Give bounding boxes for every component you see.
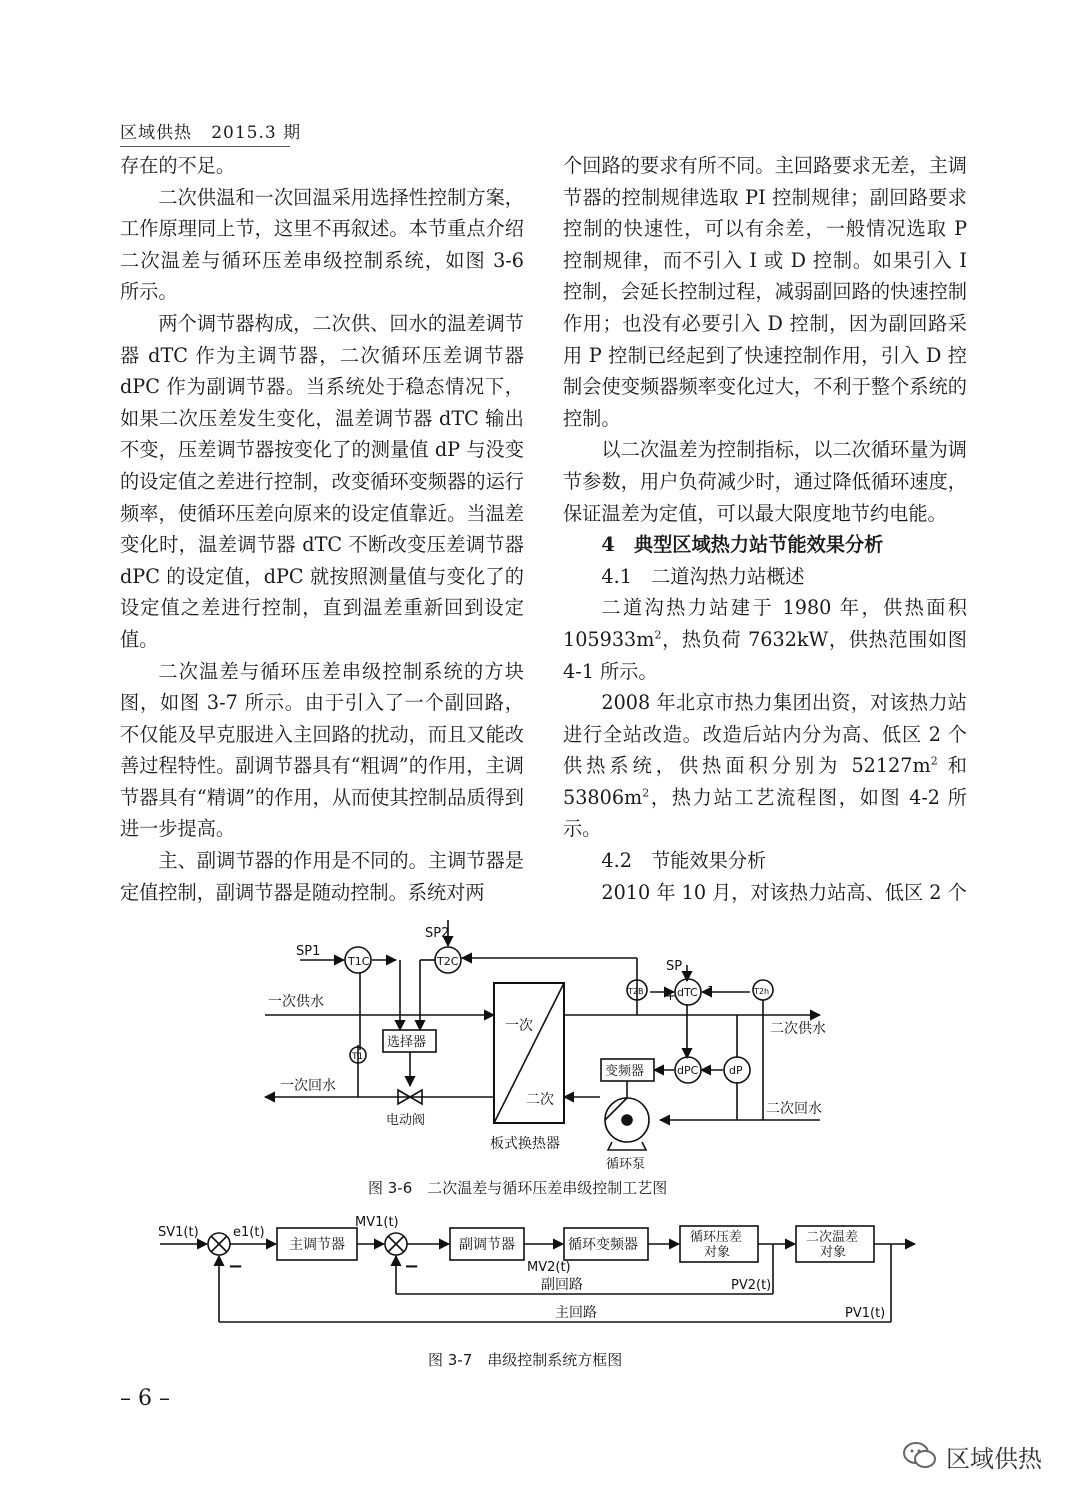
issue-number: 2015.3 期	[211, 123, 302, 143]
pv2-label: PV2(t)	[731, 1278, 772, 1293]
dp-label: dP	[729, 1064, 743, 1077]
subsection-heading: 4.1 二道沟热力站概述	[601, 564, 805, 588]
hx-secondary-label: 二次	[526, 1092, 554, 1108]
selector-label: 选择器	[387, 1035, 427, 1050]
running-header	[120, 118, 963, 143]
paragraph: 主、副调节器的作用是不同的。主调节器是定值控制，副调节器是随动控制。系统对两	[120, 849, 524, 904]
primary-supply-label: 一次供水	[268, 994, 324, 1010]
figure-3-7-caption: 图 3-7 串级控制系统方框图	[428, 1351, 623, 1369]
sp2-label: SP2	[425, 926, 450, 941]
subsection-heading: 4.2 节能效果分析	[601, 849, 767, 873]
sp1-label: SP1	[296, 944, 321, 959]
t2c-label: T2C	[437, 955, 459, 968]
wechat-icon	[902, 1441, 938, 1471]
pv1-label: PV1(t)	[845, 1306, 886, 1321]
mv1-label: MV1(t)	[355, 1215, 399, 1230]
hx-label: 板式换热器	[490, 1136, 560, 1152]
page-number: – 6 –	[120, 1386, 170, 1411]
main-loop-label: 主回路	[555, 1305, 597, 1321]
paragraph: 存在的不足。	[120, 154, 236, 177]
right-column	[563, 150, 967, 908]
minus-sign: -	[708, 979, 713, 994]
vfd-block-label: 循环变频器	[568, 1237, 638, 1253]
mv2-label: MV2(t)	[527, 1260, 571, 1275]
paragraph: 2010 年 10 月，对该热力站高、低区 2 个	[601, 880, 967, 904]
hx-primary-label: 一次	[505, 1018, 533, 1034]
sub-controller-label: 副调节器	[459, 1237, 515, 1253]
t1c-label: T1C	[348, 955, 370, 968]
sv1-label: SV1(t)	[158, 1225, 199, 1240]
primary-return-label: 一次回水	[280, 1078, 336, 1094]
t2h-label: T2h	[754, 987, 770, 996]
dtc-label: dTC	[677, 986, 698, 999]
paragraph: 二次温差与循环压差串级控制系统的方块图，如图 3-7 所示。由于引入了一个副回路，不仅能及早克服进入主回路的扰动，而且又能改善过程特性。副调节器具有“粗调”的作用，主调节器具有“精调”的作用，从而使其控制品质得到进一步提高。	[120, 659, 524, 841]
left-column	[120, 150, 524, 908]
watermark-text: 区域供热	[946, 1444, 1042, 1473]
header-rule	[120, 146, 290, 147]
obj1-label-line1: 循环压差	[690, 1230, 743, 1245]
paragraph: 两个调节器构成，二次供、回水的温差调节器 dTC 作为主调节器，二次循环压差调节器 dPC 作为副调节器。当系统处于稳态情况下，如果二次压差发生变化，温差调节器 dTC 输出不变，压差调节器按变化了的测量值 dP 与没变的设定值之差进行控制，改变循环变频器的运行频率，使循环压差向原来的设定值靠近。当温差变化时，温差调节器 dTC 不断改变压差调节器 dPC 的设定值，dPC 就按照测量值与变化了的设定值之差进行控制，直到温差重新回到设定值。	[120, 311, 524, 651]
obj2-label-line2: 对象	[820, 1245, 847, 1260]
sub-loop-label: 副回路	[541, 1277, 583, 1293]
section-heading: 4 典型区域热力站节能效果分析	[601, 533, 884, 557]
pump-label: 循环泵	[606, 1157, 646, 1172]
e1-label: e1(t)	[233, 1225, 265, 1240]
paragraph: 个回路的要求有所不同。主回路要求无差，主调节器的控制规律选取 PI 控制规律；副回路要求控制的快速性，可以有余差，一般情况选取 P 控制规律，而不引入 I 或 D 控制。如果引入 I 控制，会延长控制过程，减弱副回路的快速控制作用；也没有必要引入 D 控制，因为副回路采用 P 控制已经起到了快速控制作用，引入 D 控制会使变频器频率变化过大，不利于整个系统的控制。	[563, 154, 967, 430]
secondary-return-label: 二次回水	[766, 1101, 822, 1117]
paragraph: 二次供温和一次回温采用选择性控制方案，工作原理同上节，这里不再叙述。本节重点介绍二次温差与循环压差串级控制系统，如图 3-6 所示。	[120, 185, 524, 304]
figure-3-6-caption: 图 3-6 二次温差与循环压差串级控制工艺图	[368, 1179, 668, 1197]
watermark	[902, 1436, 1042, 1476]
vfd-label: 变频器	[605, 1064, 645, 1079]
t2b-label: T2B	[628, 987, 644, 996]
main-controller-label: 主调节器	[289, 1237, 345, 1253]
journal-name: 区域供热	[120, 123, 192, 143]
obj2-label-line1: 二次温差	[806, 1230, 859, 1245]
paragraph: 二道沟热力站建于 1980 年，供热面积 $105933m^2$，热负荷 7632kW，供热范围如图 4-1 所示。	[563, 596, 967, 683]
secondary-supply-label: 二次供水	[770, 1021, 826, 1037]
sp-label: SP	[666, 959, 683, 974]
dpc-label: dPC	[677, 1064, 699, 1077]
minus-sign-2: −	[404, 1256, 420, 1277]
t1-label: T1	[352, 1052, 364, 1062]
paragraph: 以二次温差为控制指标，以二次循环量为调节参数，用户负荷减少时，通过降低循环速度，保证温差为定值，可以最大限度地节约电能。	[563, 438, 967, 525]
minus-sign-1: −	[228, 1256, 244, 1277]
paragraph: 2008 年北京市热力集团出资，对该热力站进行全站改造。改造后站内分为高、低区 2 个供热系统，供热面积分别为 $52127m^2$ 和 $53806m^2$，热力站工艺流程图，如图 4-2 所示。	[563, 691, 967, 841]
plus-sign: +	[665, 989, 676, 1004]
valve-label: 电动阀	[386, 1113, 426, 1128]
obj1-label-line2: 对象	[704, 1245, 731, 1260]
